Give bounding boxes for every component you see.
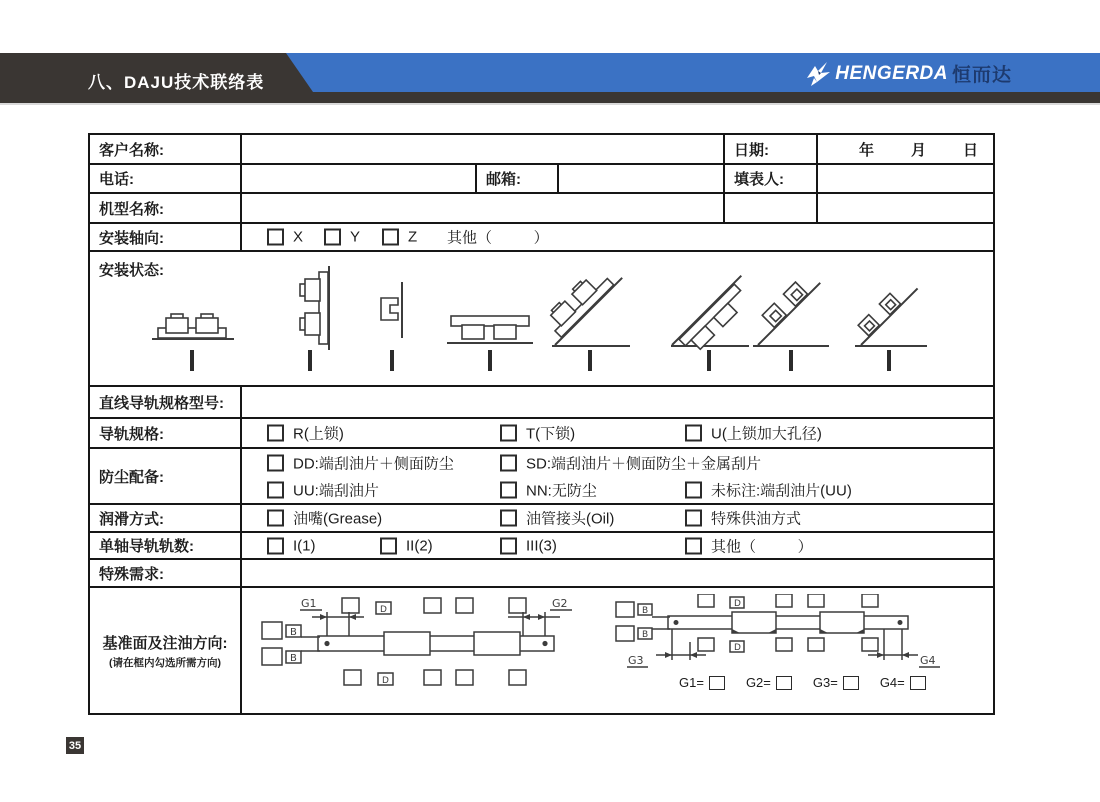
dust-option-dd <box>267 452 454 473</box>
axis-options <box>242 224 993 250</box>
lube-checkbox-grease[interactable] <box>267 510 284 527</box>
special-label: 特殊需求: <box>90 560 242 586</box>
svg-text:B: B <box>642 630 649 640</box>
dust-option-nn-label: NN:无防尘 <box>526 482 597 499</box>
dust-options <box>242 449 993 503</box>
count-option-1-label: I(1) <box>293 537 316 554</box>
logo-text-cn: 恒而达 <box>951 65 1012 86</box>
email-value-field[interactable] <box>559 165 725 192</box>
axis-option-other <box>447 227 549 248</box>
date-year-label: 年 <box>858 141 874 159</box>
flat-blocks-bottom-icon <box>442 264 538 352</box>
install-state-checkbox-1[interactable] <box>190 350 194 371</box>
g-value-row <box>679 675 926 690</box>
rail-spec-options <box>242 419 993 447</box>
axis-checkbox-y[interactable] <box>324 229 341 246</box>
side-single-block-icon <box>344 264 440 352</box>
rail-spec-option-r-label: R(上锁) <box>293 425 344 443</box>
row-count <box>90 533 993 560</box>
dust-option-sd <box>500 452 761 473</box>
g3-value-label: G3= <box>812 675 838 690</box>
count-option-1 <box>267 537 316 554</box>
date-label: 日期: <box>725 135 818 163</box>
g2-value-label: G2= <box>745 675 771 690</box>
axis-option-x <box>267 229 303 246</box>
rail-spec-checkbox-r[interactable] <box>267 425 284 442</box>
count-checkbox-1[interactable] <box>267 537 284 554</box>
svg-text:B: B <box>290 653 297 664</box>
install-state-option-5 <box>542 264 638 370</box>
lube-label: 润滑方式: <box>90 505 242 531</box>
count-checkbox-3[interactable] <box>500 537 517 554</box>
flat-blocks-top-icon <box>144 264 240 352</box>
row-datum <box>90 588 993 713</box>
phone-label: 电话: <box>90 165 242 192</box>
svg-text:G4: G4 <box>920 654 936 667</box>
rail-topview-diagram-g3-g4 <box>614 594 948 672</box>
g2-value-checkbox[interactable] <box>776 676 792 690</box>
install-state-cell <box>90 252 993 385</box>
lube-option-grease <box>267 508 382 529</box>
svg-text:B: B <box>642 606 649 616</box>
g4-value-checkbox[interactable] <box>910 676 926 690</box>
page-number-badge: 35 <box>66 737 84 754</box>
lube-option-special <box>685 508 801 529</box>
dust-option-unmarked <box>685 479 852 500</box>
axis-option-other-label: 其他（ ） <box>447 229 549 247</box>
logo-text-en: HENGERDA <box>835 62 948 84</box>
g1-value-checkbox[interactable] <box>709 676 725 690</box>
lube-option-special-label: 特殊供油方式 <box>711 510 802 528</box>
install-state-label: 安装状态: <box>99 262 164 279</box>
install-state-checkbox-5[interactable] <box>588 350 592 371</box>
header-bar <box>0 53 1100 105</box>
dust-options-line2 <box>242 476 993 503</box>
row-dust <box>90 449 993 505</box>
dust-option-dd-label: DD:端刮油片＋侧面防尘 <box>293 455 454 472</box>
filler-value-field[interactable] <box>818 165 993 192</box>
rail-spec-option-r <box>267 423 344 444</box>
dust-checkbox-uu[interactable] <box>267 481 284 498</box>
axis-option-y-label: Y <box>350 228 361 246</box>
date-day-label: 日 <box>962 141 978 159</box>
install-state-checkbox-3[interactable] <box>390 350 394 371</box>
bird-logo-icon <box>804 61 831 87</box>
svg-text:D: D <box>734 643 741 653</box>
axis-label: 安装轴向: <box>90 224 242 250</box>
rail-model-label: 直线导轨规格型号: <box>90 387 242 417</box>
rail-spec-option-u-label: U(上锁加大孔径) <box>711 425 822 443</box>
svg-text:D: D <box>380 605 387 615</box>
install-state-option-7 <box>743 264 839 370</box>
row-phone <box>90 165 993 194</box>
row-customer <box>90 135 993 165</box>
datum-diagram-area <box>242 588 993 713</box>
axis-checkbox-z[interactable] <box>382 229 399 246</box>
machine-extra-cell-2[interactable] <box>818 194 993 222</box>
svg-text:G2: G2 <box>552 597 568 610</box>
axis-option-z <box>382 229 417 246</box>
axis-option-y <box>324 229 360 246</box>
row-special <box>90 560 993 588</box>
count-option-other-label: 其他（ ） <box>711 538 813 555</box>
datum-label: 基准面及注油方向: <box>102 634 228 652</box>
dust-label: 防尘配备: <box>90 449 242 503</box>
rail-spec-label: 导轨规格: <box>90 419 242 447</box>
lube-options <box>242 505 993 531</box>
machine-value-field[interactable] <box>242 194 725 222</box>
rail-spec-option-t-label: T(下锁) <box>526 425 576 443</box>
rail-spec-option-u <box>685 423 822 444</box>
install-state-checkbox-8[interactable] <box>887 350 891 371</box>
phone-value-field[interactable] <box>242 165 477 192</box>
dust-option-nn <box>500 479 597 500</box>
rail-model-value-field[interactable] <box>242 387 993 417</box>
dust-option-uu <box>267 479 379 500</box>
row-rail-model <box>90 387 993 419</box>
rail-topview-diagram-g1-g2 <box>256 596 614 692</box>
machine-label: 机型名称: <box>90 194 242 222</box>
count-checkbox-other[interactable] <box>685 537 702 554</box>
filler-label: 填表人: <box>725 165 818 192</box>
rail-spec-option-t <box>500 423 575 444</box>
g3-value <box>813 675 859 690</box>
date-value <box>818 135 993 163</box>
form-table <box>88 133 995 715</box>
count-option-3 <box>500 537 557 554</box>
lube-checkbox-oil[interactable] <box>500 510 517 527</box>
special-value-field[interactable] <box>242 560 993 586</box>
g4-value <box>880 675 926 690</box>
dust-checkbox-unmarked[interactable] <box>685 481 702 498</box>
dust-checkbox-dd[interactable] <box>267 454 284 471</box>
install-state-option-1 <box>144 264 240 370</box>
incline-small-blocks-bottom-icon <box>841 264 937 352</box>
svg-text:G1: G1 <box>301 597 317 610</box>
customer-value-field[interactable] <box>242 135 725 163</box>
hengerda-logo <box>804 60 1012 87</box>
axis-option-z-label: Z <box>408 228 418 246</box>
dust-checkbox-sd[interactable] <box>500 454 517 471</box>
datum-sublabel: (请在框内勾选所需方向) <box>109 656 221 669</box>
axis-option-x-label: X <box>293 228 304 246</box>
svg-text:B: B <box>290 627 297 638</box>
date-month-label: 月 <box>910 141 926 159</box>
g3-value-checkbox[interactable] <box>843 676 859 690</box>
count-label: 单轴导轨轨数: <box>90 533 242 558</box>
svg-text:D: D <box>734 599 741 609</box>
row-lube <box>90 505 993 533</box>
install-state-option-8 <box>841 264 937 370</box>
g1-value-label: G1= <box>679 675 704 690</box>
datum-label-cell <box>90 588 242 713</box>
row-machine <box>90 194 993 224</box>
lube-option-oil-label: 油管接头(Oil) <box>526 510 615 528</box>
g2-value <box>746 675 792 690</box>
g4-value-label: G4= <box>879 675 905 690</box>
dust-option-sd-label: SD:端刮油片＋侧面防尘＋金属刮片 <box>526 455 762 472</box>
lube-option-oil <box>500 508 614 529</box>
dust-option-unmarked-label: 未标注:端刮油片(UU) <box>711 482 852 499</box>
email-label: 邮箱: <box>477 165 559 192</box>
count-checkbox-2[interactable] <box>380 537 397 554</box>
install-state-checkbox-4[interactable] <box>488 350 492 371</box>
dust-options-line1 <box>242 449 993 476</box>
install-state-option-3 <box>344 264 440 370</box>
install-state-checkbox-6[interactable] <box>707 350 711 371</box>
count-option-other <box>685 535 813 556</box>
dust-checkbox-nn[interactable] <box>500 481 517 498</box>
lube-checkbox-special[interactable] <box>685 510 702 527</box>
incline-blocks-top-icon <box>542 264 638 352</box>
count-option-2-label: II(2) <box>406 537 433 554</box>
rail-spec-checkbox-u[interactable] <box>685 425 702 442</box>
count-options <box>242 533 993 558</box>
count-option-2 <box>380 537 433 554</box>
dust-option-uu-label: UU:端刮油片 <box>293 482 379 499</box>
svg-text:D: D <box>382 676 389 686</box>
rail-spec-checkbox-t[interactable] <box>500 425 517 442</box>
row-install-state <box>90 252 993 387</box>
install-state-checkbox-7[interactable] <box>789 350 793 371</box>
incline-small-blocks-top-icon <box>743 264 839 352</box>
axis-checkbox-x[interactable] <box>267 229 284 246</box>
install-state-option-4 <box>442 264 538 370</box>
g1-value <box>679 675 725 690</box>
row-axis <box>90 224 993 252</box>
lube-option-grease-label: 油嘴(Grease) <box>293 510 383 528</box>
machine-extra-cell-1[interactable] <box>725 194 818 222</box>
customer-label: 客户名称: <box>90 135 242 163</box>
svg-text:G3: G3 <box>628 654 644 667</box>
row-rail-spec <box>90 419 993 449</box>
install-state-checkbox-2[interactable] <box>308 350 312 371</box>
section-title: 八、DAJU技术联络表 <box>88 73 265 92</box>
count-option-3-label: III(3) <box>526 537 557 554</box>
